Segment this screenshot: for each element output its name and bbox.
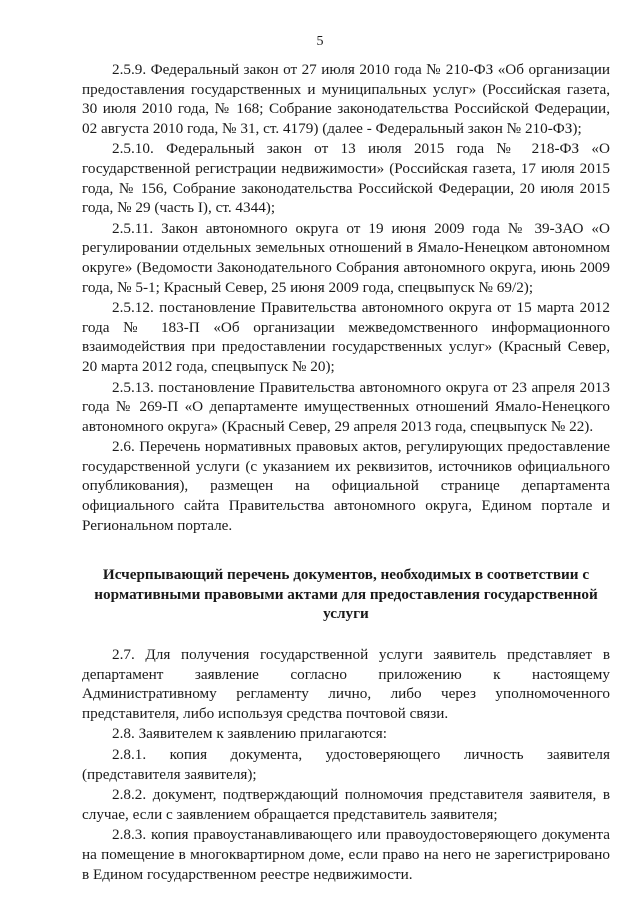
clause-2-6: 2.6. Перечень нормативных правовых актов, регулирующих предоставление государственной услуги (с указанием их реквизитов, источников официального опубликования), размещен на официальной странице департамента официального сайта Правительства автономного округа, Едином портале и Региональном портале. (82, 438, 610, 534)
clause-2-5-13: 2.5.13. постановление Правительства автономного округа от 23 апреля 2013 года № 269-П «О департаменте имущественных отношений Ямало-Ненецкого автономного округа» (Красный Север, 29 апреля 2013 года, спецвыпуск № 22). (82, 378, 610, 435)
clause-2-5-10: 2.5.10. Федеральный закон от 13 июля 2015 года № 218-ФЗ «О государственной регистрации недвижимости» (Российская газета, 17 июля 2015 года, № 156, Собрание законодательства Российской Федерации, 20 июля 2015 года, № 29 (часть I), ст. 4344); (82, 140, 610, 217)
clause-2-5-12: 2.5.12. постановление Правительства автономного округа от 15 марта 2012 года № 183-П «Об организации межведомственного информационного взаимодействия при предоставлении государственных услуг» (Красный Север, 20 марта 2012 года, спецвыпуск № 20); (82, 299, 610, 375)
clause-2-7: 2.7. Для получения государственной услуги заявитель представляет в департамент заявление согласно приложению к настоящему Административному регламенту лично, либо через уполномоченного представителя, либо используя средства почтовой связи. (82, 646, 610, 722)
section-heading: Исчерпывающий перечень документов, необходимых в соответствии с нормативными правовыми актами для предоставления государственной услуги (94, 566, 598, 623)
document-body (82, 60, 610, 885)
clause-2-8-1: 2.8.1. копия документа, удостоверяющего личность заявителя (представителя заявителя); (82, 746, 610, 783)
clause-2-8-2: 2.8.2. документ, подтверждающий полномочия представителя заявителя, в случае, если с заявлением обращается представитель заявителя; (82, 786, 610, 823)
clause-2-5-9: 2.5.9. Федеральный закон от 27 июля 2010 года № 210-ФЗ «Об организации предоставления государственных и муниципальных услуг» (Российская газета, 30 июля 2010 года, № 168; Собрание законодательства Российской Федерации, 02 августа 2010 года, № 31, ст. 4179) (далее - Федеральный закон № 210-ФЗ); (82, 61, 610, 137)
page-number: 5 (316, 34, 324, 49)
clause-2-8-3: 2.8.3. копия правоустанавливающего или правоудостоверяющего документа на помещение в многоквартирном доме, если право на него не зарегистрировано в Едином государственном реестре недвижимости. (82, 826, 610, 883)
clause-2-5-11: 2.5.11. Закон автономного округа от 19 июня 2009 года № 39-ЗАО «О регулировании отдельных земельных отношений в Ямало-Ненецком автономном округе» (Ведомости Законодательного Собрания автономного округа, июнь 2009 года, № 5-1; Красный Север, 25 июня 2009 года, спецвыпуск № 69/2); (82, 219, 610, 296)
clause-2-8: 2.8. Заявителем к заявлению прилагаются: (112, 725, 387, 743)
